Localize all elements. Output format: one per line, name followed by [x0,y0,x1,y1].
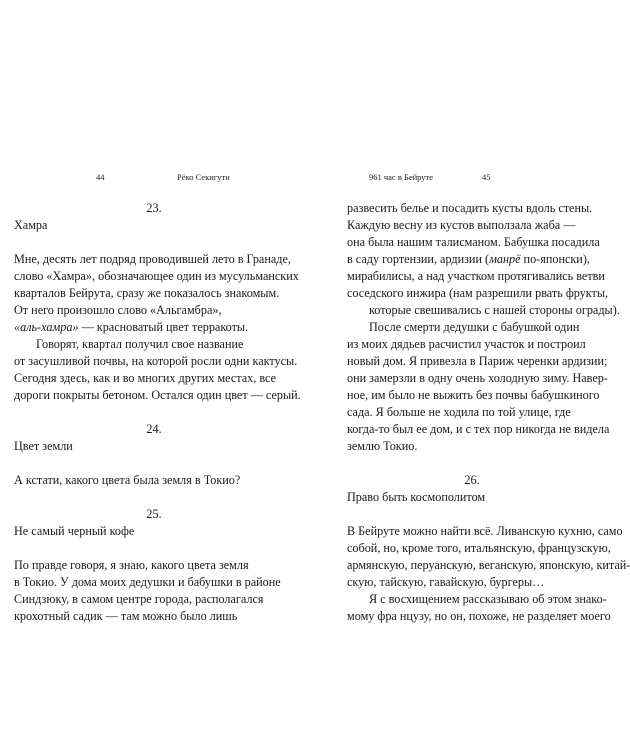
text-line [14,319,294,336]
section-number: 24. [146,422,162,436]
italic-term: «аль-хамра» [14,320,79,334]
text-line: Мне, десять лет подряд проводившей лето в Гранаде, [14,252,291,266]
right-page-body [347,200,630,625]
text-fragment: по-японски), [520,252,590,266]
text-line: новый дом. Я привезла в Париж черенки ардизии; [347,354,608,368]
left-page-body [14,200,301,625]
text-line: мому фра нцузу, но он, похоже, не разделяет моего [347,609,611,623]
italic-term: манрё [489,252,521,266]
text-line: они замерзли в одну очень холодную зиму. Навер- [347,371,608,385]
section-number: 23. [146,201,162,215]
section-title: Не самый черный кофе [14,524,135,538]
text-line: По правде говоря, я знаю, какого цвета земля [14,558,249,572]
text-line: армянскую, перуанскую, веганскую, японскую, китай- [347,558,630,572]
section-title: Цвет земли [14,439,73,453]
text-line: землю Токио. [347,439,418,453]
text-line: которые свешивались с нашей стороны ограды). [369,303,620,317]
text-line: Синдзюку, в самом центре города, располагался [14,592,264,606]
text-line: развесить белье и посадить кусты вдоль стены. [347,201,593,215]
left-page-number: 44 [96,172,105,182]
text-line: ное, им было не выжить без почвы бабушкиного [347,388,600,402]
right-page-number: 45 [482,172,491,182]
text-line: дороги покрыты бетоном. Остался один цвет — серый. [14,388,301,402]
text-line: крохотный садик — там можно было лишь [14,609,238,623]
text-line: После смерти дедушки с бабушкой один [369,320,580,334]
text-line: От него произошло слово «Альгамбра», [14,303,222,317]
text-line: из моих дядьев расчистил участок и построил [347,337,586,351]
text-line: мирабилисы, а над участком протягивались ветви [347,269,605,283]
right-page [300,0,630,750]
text-line: кварталов Бейрута, сразу же показалось знакомым. [14,286,280,300]
text-line: Я с восхищением рассказываю об этом знако- [369,592,607,606]
right-running-title: 961 час в Бейруте [369,172,434,182]
left-running-title: Рёко Секигути [177,172,230,182]
section-title: Право быть космополитом [347,490,486,504]
text-line: от засушливой почвы, на которой росли одни кактусы. [14,354,298,368]
left-page [0,0,300,750]
text-line: Сегодня здесь, как и во многих других местах, все [14,371,277,385]
text-line: Каждую весну из кустов выползала жаба — [347,218,576,232]
text-line: слово «Хамра», обозначающее один из мусульманских [14,269,299,283]
text-line: когда-то был ее дом, и с тех пор никогда не видела [347,422,610,436]
text-line: сада. Я больше не ходила по той улице, где [347,405,571,419]
text-line: она была нашим талисманом. Бабушка посадила [347,235,600,249]
text-line: соседского инжира (нам разрешили рвать фрукты, [347,286,609,300]
text-line: Говорят, квартал получил свое название [36,337,244,351]
text-line: собой, но, кроме того, итальянскую, французскую, [347,541,611,555]
text-line [347,251,597,268]
text-fragment: — красноватый цвет терракоты. [78,320,249,334]
section-number: 26. [464,473,480,487]
section-number: 25. [146,507,162,521]
text-line: в Токио. У дома моих дедушки и бабушки в районе [14,575,281,589]
text-line: скую, тайскую, гавайскую, бургеры… [347,575,545,589]
text-line: В Бейруте можно найти всё. Ливанскую кухню, само [347,524,623,538]
text-fragment: в саду гортензии, ардизии ( [347,252,490,266]
text-line: А кстати, какого цвета была земля в Токио? [14,473,241,487]
section-title: Хамра [14,218,48,232]
